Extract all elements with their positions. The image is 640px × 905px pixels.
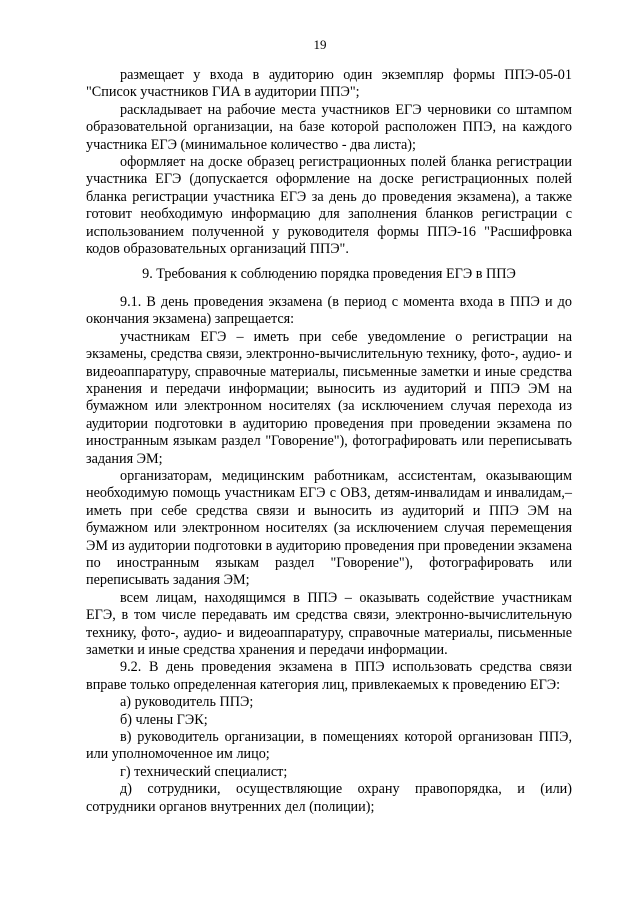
- page-number: 19: [313, 37, 327, 52]
- paragraph: участникам ЕГЭ – иметь при себе уведомление о регистрации на экзамены, средства связи, электронно-вычислительную технику, фото-, аудио- и видеоаппаратуру, справочные материалы, письменные заметки и иные средства хранения и передачи информации; выносить из аудиторий и ППЭ ЭМ на бумажном или электронном носителях (за исключением случая перехода из аудитории подготовки в аудиторию проведения при проведении экзамена по иностранным языкам раздел "Говорение"), фотографировать или переписывать задания ЭМ;: [86, 328, 572, 467]
- paragraph: 9.2. В день проведения экзамена в ППЭ использовать средства связи вправе только определенная категория лиц, привлекаемых к проведению ЕГЭ:: [86, 659, 572, 693]
- paragraph: организаторам, медицинским работникам, ассистентам, оказывающим необходимую помощь участникам ЕГЭ с ОВЗ, детям-инвалидам и инвалидам,– иметь при себе средства связи и выносить из аудиторий и ППЭ ЭМ на бумажном или электронном носителях (за исключением случая перемещения ЭМ из аудитории подготовки в аудиторию проведения при проведении экзамена по иностранным языкам раздел "Говорение"), фотографировать или переписывать задания ЭМ;: [86, 467, 572, 589]
- paragraph: размещает у входа в аудиторию один экземпляр формы ППЭ-05-01 "Список участников ГИА в аудитории ППЭ";: [86, 67, 572, 101]
- list-item: д) сотрудники, осуществляющие охрану правопорядка, и (или) сотрудники органов внутренних дел (полиции);: [86, 781, 572, 815]
- paragraph: 9.1. В день проведения экзамена (в период с момента входа в ППЭ и до окончания экзамена) запрещается:: [86, 293, 572, 328]
- list-item: а) руководитель ППЭ;: [120, 694, 254, 711]
- paragraph: всем лицам, находящимся в ППЭ – оказывать содействие участникам ЕГЭ, в том числе передавать им средства связи, электронно-вычислительную технику, фото-, аудио- и видеоаппаратуру, справочные материалы, письменные заметки и иные средства хранения и передачи информации.: [86, 589, 572, 658]
- paragraph: оформляет на доске образец регистрационных полей бланка регистрации участника ЕГЭ (допускается оформление на доске регистрационных полей бланка регистрации участника ЕГЭ за день до проведения экзамена), а также готовит необходимую информацию для заполнения бланков регистрации с использованием полученной у руководителя формы ППЭ-16 "Расшифровка кодов образовательных организаций ППЭ".: [86, 154, 572, 258]
- section-heading: 9. Требования к соблюдению порядка проведения ЕГЭ в ППЭ: [142, 266, 516, 283]
- list-item: в) руководитель организации, в помещениях которой организован ППЭ, или уполномоченное им лицо;: [86, 729, 572, 763]
- document-body: [86, 67, 572, 816]
- list-item: б) члены ГЭК;: [120, 711, 208, 728]
- paragraph: раскладывает на рабочие места участников ЕГЭ черновики со штампом образовательной организации, на базе которой расположен ППЭ, на каждого участника ЕГЭ (минимальное количество - два листа);: [86, 101, 572, 153]
- list-item: г) технический специалист;: [120, 763, 288, 780]
